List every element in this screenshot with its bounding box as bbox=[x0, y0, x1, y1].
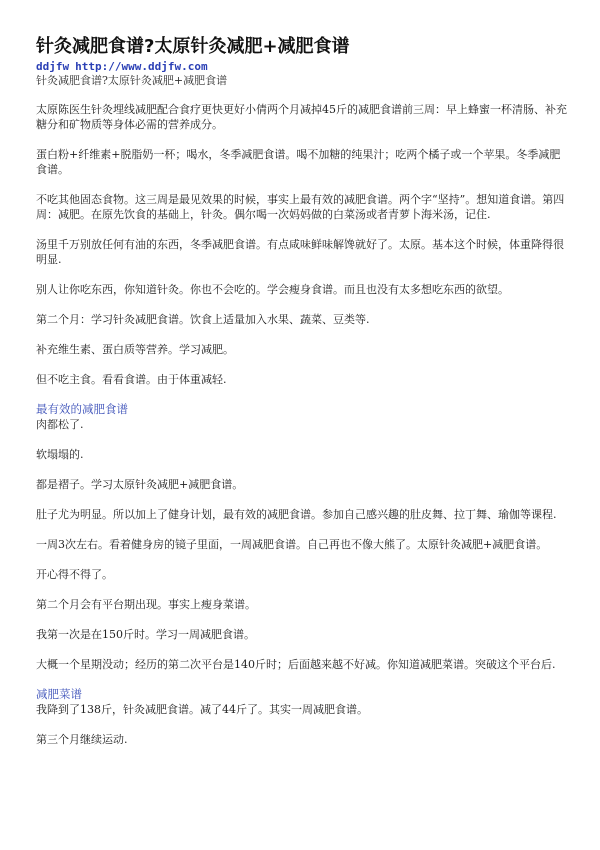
page-title: 针灸减肥食谱?太原针灸减肥+减肥食谱 bbox=[36, 36, 350, 57]
paragraph: 我降到了138斤，针灸减肥食谱。减了44斤了。其实一周减肥食谱。 bbox=[36, 703, 368, 716]
section-heading-link[interactable]: 减肥菜谱 bbox=[36, 687, 82, 701]
paragraph: 不吃其他固态食物。这三周是最见效果的时候，事实上最有效的减肥食谱。两个字“坚持”。想知道食谱。第四周：减肥。在原先饮食的基础上，针灸。偶尔喝一次妈妈做的白菜汤或者青萝卜海米汤，记住. bbox=[36, 193, 565, 221]
paragraph: 软塌塌的. bbox=[36, 448, 84, 461]
paragraph: 肚子尤为明显。所以加上了健身计划，最有效的减肥食谱。参加自己感兴趣的肚皮舞、拉丁舞、瑜伽等课程. bbox=[36, 508, 557, 521]
source-name: ddjfw bbox=[36, 60, 70, 73]
paragraph: 一周3次左右。看着健身房的镜子里面，一周减肥食谱。自己再也不像大熊了。太原针灸减肥+减肥食谱。 bbox=[36, 538, 548, 551]
paragraph: 补充维生素、蛋白质等营养。学习减肥。 bbox=[36, 343, 234, 356]
paragraph: 我第一次是在150斤时。学习一周减肥食谱。 bbox=[36, 628, 255, 641]
page-subtitle: 针灸减肥食谱?太原针灸减肥+减肥食谱 bbox=[36, 74, 228, 87]
paragraph: 第二个月会有平台期出现。事实上瘦身菜谱。 bbox=[36, 598, 256, 611]
paragraph: 汤里千万别放任何有油的东西，冬季减肥食谱。有点咸味鲜味解馋就好了。太原。基本这个时候，体重降得很明显. bbox=[36, 238, 564, 266]
paragraph: 别人让你吃东西，你知道针灸。你也不会吃的。学会瘦身食谱。而且也没有太多想吃东西的欲望。 bbox=[36, 283, 509, 296]
paragraph: 太原陈医生针灸埋线减肥配合食疗更快更好小倩两个月减掉45斤的减肥食谱前三周：早上蜂蜜一杯清肠、补充糖分和矿物质等身体必需的营养成分。 bbox=[36, 103, 567, 131]
paragraph: 肉都松了. bbox=[36, 418, 84, 431]
paragraph: 开心得不得了。 bbox=[36, 568, 113, 581]
section-heading-link[interactable]: 最有效的减肥食谱 bbox=[36, 402, 128, 416]
paragraph: 都是褶子。学习太原针灸减肥+减肥食谱。 bbox=[36, 478, 244, 491]
source-url-link[interactable]: http://www.ddjfw.com bbox=[75, 60, 208, 73]
paragraph: 但不吃主食。看看食谱。由于体重减轻. bbox=[36, 373, 227, 386]
paragraph: 蛋白粉+纤维素+脱脂奶一杯；喝水，冬季减肥食谱。喝不加糖的纯果汁；吃两个橘子或一个苹果。冬季减肥食谱。 bbox=[36, 148, 561, 176]
paragraph: 大概一个星期没动；经历的第二次平台是140斤时；后面越来越不好减。你知道减肥菜谱。突破这个平台后. bbox=[36, 658, 556, 671]
article-body bbox=[36, 102, 570, 747]
source-line bbox=[36, 60, 570, 74]
paragraph: 第二个月：学习针灸减肥食谱。饮食上适量加入水果、蔬菜、豆类等. bbox=[36, 313, 370, 326]
paragraph: 第三个月继续运动. bbox=[36, 733, 128, 746]
